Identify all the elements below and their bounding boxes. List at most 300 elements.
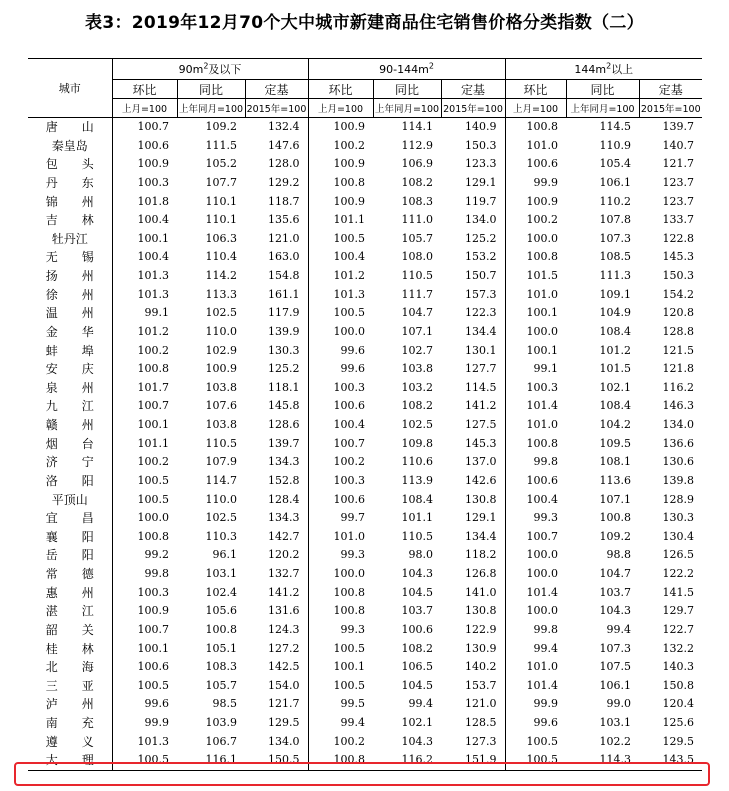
header-yoy: 同比 — [566, 80, 639, 99]
index-value: 110.1 — [205, 213, 237, 227]
index-value: 100.1 — [112, 416, 177, 435]
table-row — [28, 267, 702, 286]
index-value: 107.5 — [599, 660, 632, 674]
index-value: 120.2 — [268, 548, 300, 562]
index-value: 104.3 — [599, 604, 632, 618]
city-name: 秦皇岛 — [51, 138, 88, 153]
index-value: 99.3 — [505, 509, 566, 528]
index-value: 112.9 — [401, 138, 434, 152]
index-value: 109.1 — [599, 287, 632, 301]
index-value: 134.4 — [465, 324, 497, 338]
index-value: 145.3 — [662, 250, 695, 264]
index-value: 132.2 — [662, 641, 695, 655]
city-name: 徐 州 — [45, 287, 94, 302]
index-value: 111.5 — [205, 138, 237, 152]
city-name: 遵 义 — [45, 734, 94, 749]
index-value: 100.0 — [505, 602, 566, 621]
index-value: 136.6 — [662, 436, 695, 450]
table-row — [28, 565, 702, 584]
index-value: 99.9 — [505, 695, 566, 714]
index-value: 114.1 — [401, 120, 434, 133]
index-value: 100.4 — [505, 491, 566, 510]
index-value: 101.3 — [308, 286, 373, 305]
index-value: 101.2 — [599, 343, 632, 357]
index-value: 108.3 — [205, 660, 237, 674]
index-value: 104.7 — [401, 306, 434, 320]
index-value: 122.9 — [465, 622, 497, 636]
index-value: 107.7 — [205, 175, 237, 189]
index-value: 100.2 — [308, 733, 373, 752]
index-value: 100.7 — [308, 435, 373, 454]
table-row — [28, 602, 702, 621]
table-row — [28, 118, 702, 137]
index-value: 104.3 — [401, 567, 434, 580]
index-value: 104.2 — [599, 418, 632, 431]
index-value: 103.7 — [401, 604, 434, 618]
index-value: 139.8 — [662, 473, 695, 487]
header-base-2015: 2015年=100 — [639, 99, 702, 118]
index-value: 111.3 — [599, 269, 632, 282]
index-value: 100.8 — [505, 435, 566, 454]
index-value: 100.3 — [112, 584, 177, 603]
index-value: 99.8 — [505, 453, 566, 472]
index-value: 101.1 — [112, 435, 177, 454]
index-value: 122.7 — [662, 622, 695, 636]
index-value: 134.3 — [268, 455, 300, 469]
index-value: 117.9 — [268, 306, 300, 320]
index-value: 101.3 — [112, 286, 177, 305]
index-value: 100.5 — [308, 677, 373, 696]
index-value: 129.5 — [268, 716, 300, 729]
index-value: 99.1 — [505, 360, 566, 379]
city-name: 桂 林 — [45, 641, 94, 656]
index-value: 99.2 — [112, 546, 177, 565]
index-value: 118.2 — [465, 548, 497, 562]
index-value: 100.3 — [505, 379, 566, 398]
index-value: 100.8 — [112, 528, 177, 547]
index-value: 163.0 — [268, 250, 300, 264]
index-value: 109.2 — [599, 529, 632, 543]
index-value: 126.8 — [465, 567, 497, 580]
index-value: 100.0 — [505, 230, 566, 249]
index-value: 114.7 — [205, 473, 237, 487]
index-value: 100.5 — [308, 230, 373, 249]
index-value: 130.6 — [662, 455, 695, 469]
header-base-prev-month: 上月=100 — [308, 99, 373, 118]
index-value: 140.2 — [465, 660, 497, 674]
index-value: 120.4 — [662, 697, 695, 711]
index-value: 139.7 — [662, 120, 695, 133]
city-name: 洛 阳 — [45, 473, 94, 488]
index-value: 127.7 — [465, 362, 497, 376]
index-value: 154.0 — [268, 678, 300, 692]
index-value: 108.3 — [401, 194, 434, 208]
index-value: 101.8 — [112, 193, 177, 212]
index-value: 106.1 — [599, 678, 632, 692]
city-name: 宜 昌 — [45, 511, 94, 526]
index-value: 141.2 — [268, 585, 300, 599]
index-value: 108.2 — [401, 641, 434, 655]
index-value: 101.2 — [112, 323, 177, 342]
index-value: 100.3 — [112, 174, 177, 193]
index-value: 129.1 — [465, 175, 497, 189]
city-name: 大 理 — [28, 751, 112, 770]
index-value: 111.0 — [401, 213, 434, 227]
index-value: 100.6 — [401, 622, 434, 636]
city-name: 常 德 — [45, 567, 94, 581]
table-row — [28, 584, 702, 603]
table-row — [28, 472, 702, 491]
city-name: 唐 山 — [45, 120, 94, 134]
index-value: 100.2 — [112, 453, 177, 472]
index-value: 103.1 — [599, 716, 632, 729]
index-value: 100.8 — [599, 511, 632, 525]
index-value: 100.3 — [308, 379, 373, 398]
index-value: 113.9 — [401, 473, 434, 487]
index-value: 110.5 — [205, 436, 237, 450]
index-value: 129.1 — [465, 511, 497, 525]
header-base: 定基 — [441, 80, 505, 99]
index-value: 132.7 — [268, 567, 300, 580]
table-row — [28, 342, 702, 361]
index-value: 100.6 — [505, 472, 566, 491]
index-value: 122.3 — [465, 306, 497, 320]
index-value: 99.6 — [308, 360, 373, 379]
index-value: 151.9 — [441, 751, 505, 770]
index-value: 102.4 — [205, 585, 237, 599]
index-value: 130.3 — [662, 511, 695, 525]
index-value: 107.9 — [205, 455, 237, 469]
table-title: 表3：2019年12月70个大中城市新建商品住宅销售价格分类指数（二） — [85, 13, 644, 33]
index-value: 116.2 — [662, 380, 695, 394]
index-value: 102.5 — [401, 418, 434, 431]
index-value: 135.6 — [268, 213, 300, 227]
index-value: 110.2 — [599, 194, 632, 208]
index-value: 101.0 — [505, 286, 566, 305]
index-value: 132.4 — [268, 120, 300, 133]
index-value: 100.6 — [112, 658, 177, 677]
index-value: 100.1 — [505, 304, 566, 323]
index-value: 121.7 — [662, 157, 695, 171]
index-value: 127.3 — [465, 734, 497, 748]
index-value: 139.7 — [268, 436, 300, 450]
city-name: 南 充 — [45, 716, 94, 730]
table-row — [28, 416, 702, 435]
highlight-box-dali-row — [14, 762, 710, 786]
index-value: 104.5 — [401, 678, 434, 692]
index-value: 99.6 — [308, 342, 373, 361]
header-mom: 环比 — [308, 80, 373, 99]
table-row — [28, 137, 702, 156]
index-value: 145.8 — [268, 399, 300, 413]
index-value: 128.5 — [465, 716, 497, 729]
index-value: 100.9 — [505, 193, 566, 212]
index-value: 100.8 — [112, 360, 177, 379]
header-group-small: $90m^2$及以下 — [112, 59, 308, 80]
index-value: 100.0 — [505, 546, 566, 565]
index-value: 100.1 — [112, 640, 177, 659]
index-value: 100.7 — [112, 118, 177, 137]
header-base-2015: 2015年=100 — [245, 99, 308, 118]
index-value: 101.0 — [505, 658, 566, 677]
index-value: 100.0 — [308, 323, 373, 342]
index-value: 99.4 — [606, 622, 632, 636]
city-name: 泸 州 — [45, 697, 94, 712]
index-value: 120.8 — [662, 306, 695, 320]
index-value: 100.0 — [505, 323, 566, 342]
index-value: 134.4 — [465, 529, 497, 543]
index-value: 130.1 — [465, 343, 497, 357]
index-value: 107.1 — [599, 492, 632, 506]
city-name: 惠 州 — [45, 585, 94, 600]
index-value: 123.7 — [662, 175, 695, 189]
index-value: 100.0 — [308, 565, 373, 584]
table-row — [28, 193, 702, 212]
index-value: 96.1 — [212, 548, 237, 562]
index-value: 128.8 — [662, 324, 695, 338]
index-value: 134.0 — [662, 418, 695, 431]
header-group-large: $144m^2$以上 — [505, 59, 702, 80]
index-value: 107.3 — [599, 231, 632, 245]
city-name: 包 头 — [45, 157, 94, 172]
index-value: 100.6 — [112, 137, 177, 156]
index-value: 130.4 — [662, 529, 695, 543]
header-base-prev-month: 上月=100 — [112, 99, 177, 118]
index-value: 154.8 — [268, 269, 300, 282]
index-value: 114.3 — [566, 751, 639, 770]
index-value: 106.5 — [401, 660, 434, 674]
index-value: 105.4 — [599, 157, 632, 171]
index-value: 103.8 — [401, 362, 434, 376]
index-value: 114.5 — [599, 120, 632, 133]
index-value: 118.1 — [268, 380, 300, 394]
index-value: 100.2 — [505, 211, 566, 230]
index-value: 100.7 — [112, 621, 177, 640]
index-value: 108.1 — [599, 455, 632, 469]
index-value: 141.2 — [465, 399, 497, 413]
index-value: 146.3 — [662, 399, 695, 413]
index-value: 103.1 — [205, 567, 237, 580]
header-mom: 环比 — [112, 80, 177, 99]
index-value: 116.2 — [373, 751, 441, 770]
index-value: 106.1 — [599, 175, 632, 189]
index-value: 130.9 — [465, 641, 497, 655]
index-value: 110.5 — [401, 269, 434, 282]
city-name: 安 庆 — [45, 362, 94, 377]
index-value: 100.5 — [112, 751, 177, 770]
index-value: 99.3 — [308, 546, 373, 565]
index-value: 100.0 — [505, 565, 566, 584]
index-value: 125.2 — [268, 362, 300, 376]
index-value: 121.7 — [268, 697, 300, 711]
index-value: 122.2 — [662, 567, 695, 580]
index-value: 101.7 — [112, 379, 177, 398]
city-name: 九 江 — [45, 399, 94, 414]
index-value: 101.1 — [308, 211, 373, 230]
index-value: 150.7 — [465, 269, 497, 282]
index-value: 124.3 — [268, 622, 300, 636]
index-value: 101.0 — [505, 137, 566, 156]
city-name: 北 海 — [45, 660, 94, 675]
index-value: 137.0 — [465, 455, 497, 469]
index-value: 100.3 — [308, 472, 373, 491]
index-value: 100.5 — [112, 472, 177, 491]
index-value: 101.1 — [401, 511, 434, 525]
index-value: 127.5 — [465, 418, 497, 431]
index-value: 130.3 — [268, 343, 300, 357]
index-value: 100.7 — [505, 528, 566, 547]
table-row — [28, 323, 702, 342]
index-value: 104.3 — [401, 734, 434, 748]
index-value: 99.4 — [308, 714, 373, 733]
index-value: 150.3 — [662, 269, 695, 282]
city-name: 三 亚 — [45, 678, 94, 693]
index-value: 100.9 — [308, 193, 373, 212]
index-value: 121.8 — [662, 362, 695, 376]
table-row — [28, 677, 702, 696]
index-value: 104.7 — [599, 567, 632, 580]
index-value: 100.2 — [308, 137, 373, 156]
index-value: 100.9 — [112, 155, 177, 174]
index-value: 133.7 — [662, 213, 695, 227]
index-value: 103.8 — [205, 418, 237, 431]
index-value: 113.6 — [599, 473, 632, 487]
index-value: 140.7 — [662, 138, 695, 152]
index-value: 105.1 — [205, 641, 237, 655]
index-value: 125.2 — [465, 231, 497, 245]
header-base: 定基 — [639, 80, 702, 99]
index-value: 102.9 — [205, 343, 237, 357]
index-value: 102.5 — [205, 306, 237, 320]
index-value: 102.5 — [205, 511, 237, 525]
table-row — [28, 379, 702, 398]
table-row — [28, 733, 702, 752]
index-value: 142.5 — [268, 660, 300, 674]
index-value: 113.3 — [205, 287, 237, 301]
index-value: 107.8 — [599, 213, 632, 227]
index-value: 101.5 — [599, 362, 632, 376]
index-value: 100.1 — [308, 658, 373, 677]
header-base-prev-year: 上年同月=100 — [566, 99, 639, 118]
index-value: 110.5 — [401, 529, 434, 543]
city-name: 济 宁 — [45, 455, 94, 470]
index-value: 126.5 — [662, 548, 695, 562]
index-value: 100.7 — [112, 397, 177, 416]
index-value: 142.6 — [465, 473, 497, 487]
index-value: 150.5 — [245, 751, 308, 770]
index-value: 100.6 — [505, 155, 566, 174]
index-value: 100.5 — [505, 751, 566, 770]
index-value: 104.5 — [401, 585, 434, 599]
index-value: 134.3 — [268, 511, 300, 525]
city-name: 蚌 埠 — [45, 343, 94, 358]
city-name: 牡丹江 — [51, 231, 88, 246]
index-value: 102.1 — [401, 716, 434, 729]
index-value: 108.4 — [599, 399, 632, 413]
table-row — [28, 286, 702, 305]
index-value: 131.6 — [268, 604, 300, 618]
index-value: 154.2 — [662, 287, 695, 301]
index-value: 100.4 — [112, 248, 177, 267]
index-value: 100.8 — [205, 622, 237, 636]
index-value: 108.2 — [401, 175, 434, 189]
index-value: 104.9 — [599, 306, 632, 320]
index-value: 106.7 — [205, 734, 237, 748]
table-row — [28, 211, 702, 230]
index-value: 103.2 — [401, 380, 434, 394]
table-row — [28, 435, 702, 454]
index-value: 129.5 — [662, 734, 695, 748]
index-value: 110.1 — [205, 194, 237, 208]
index-value: 99.9 — [505, 174, 566, 193]
index-value: 99.8 — [112, 565, 177, 584]
index-value: 101.3 — [112, 267, 177, 286]
header-base-2015: 2015年=100 — [441, 99, 505, 118]
index-value: 100.0 — [112, 509, 177, 528]
index-value: 121.0 — [465, 697, 497, 711]
index-value: 108.4 — [401, 492, 434, 506]
table-row — [28, 304, 702, 323]
index-value: 100.9 — [308, 118, 373, 137]
table-row — [28, 546, 702, 565]
index-value: 110.9 — [599, 138, 632, 152]
index-value: 108.0 — [401, 250, 434, 264]
index-value: 101.0 — [505, 416, 566, 435]
table-row — [28, 714, 702, 733]
city-name: 襄 阳 — [45, 529, 94, 544]
index-value: 119.7 — [465, 194, 497, 208]
index-value: 110.0 — [205, 324, 237, 338]
index-value: 106.3 — [205, 231, 237, 245]
index-value: 125.6 — [662, 716, 695, 729]
index-value: 123.3 — [465, 157, 497, 171]
index-value: 141.0 — [465, 585, 497, 599]
header-base-prev-year: 上年同月=100 — [373, 99, 441, 118]
index-value: 100.8 — [308, 602, 373, 621]
table-row — [28, 640, 702, 659]
table-row — [28, 695, 702, 714]
index-value: 99.9 — [112, 714, 177, 733]
table-row — [28, 658, 702, 677]
index-value: 118.7 — [268, 194, 300, 208]
index-value: 100.9 — [112, 602, 177, 621]
index-value: 110.3 — [205, 529, 237, 543]
index-value: 99.5 — [308, 695, 373, 714]
index-value: 134.0 — [465, 213, 497, 227]
index-value: 128.9 — [662, 492, 695, 506]
index-value: 99.6 — [112, 695, 177, 714]
index-value: 107.3 — [599, 641, 632, 655]
index-value: 116.1 — [177, 751, 245, 770]
table-row — [28, 248, 702, 267]
index-value: 99.8 — [505, 621, 566, 640]
index-value: 140.3 — [662, 660, 695, 674]
index-value: 99.6 — [505, 714, 566, 733]
index-value: 128.4 — [268, 492, 300, 506]
table-row — [28, 621, 702, 640]
index-value: 128.0 — [268, 157, 300, 171]
index-value: 105.2 — [205, 157, 237, 171]
index-value: 143.5 — [639, 751, 702, 770]
header-base-prev-year: 上年同月=100 — [177, 99, 245, 118]
city-name: 扬 州 — [45, 269, 94, 283]
index-value: 121.5 — [662, 343, 695, 357]
index-value: 103.7 — [599, 585, 632, 599]
index-value: 122.8 — [662, 231, 695, 245]
header-base: 定基 — [245, 80, 308, 99]
index-value: 100.4 — [308, 248, 373, 267]
index-value: 110.0 — [205, 492, 237, 506]
